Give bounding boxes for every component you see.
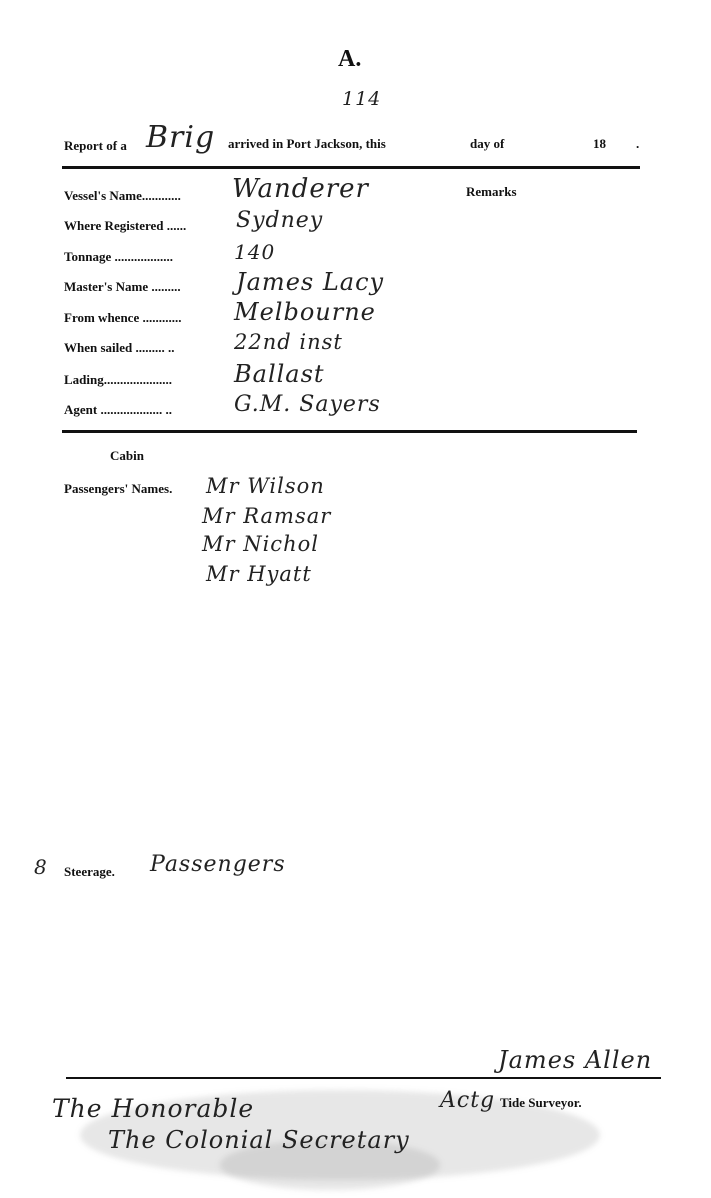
acting-mark: Actg — [440, 1088, 496, 1113]
remarks-label: Remarks — [466, 184, 517, 199]
vessel-type: Brig — [146, 120, 216, 155]
passengers-names-label: Passengers' Names. — [64, 481, 173, 496]
field-label-where-registered: Where Registered ...... — [64, 218, 187, 233]
field-label-tonnage: Tonnage .................. — [64, 249, 173, 264]
signature: James Allen — [498, 1046, 653, 1074]
steerage-value: Passengers — [150, 852, 286, 877]
report-middle: arrived in Port Jackson, this — [228, 136, 386, 151]
field-label-agent: Agent ................... .. — [64, 402, 172, 417]
cabin-passenger: Mr Wilson — [206, 474, 325, 498]
report-prefix: Report of a — [64, 138, 127, 153]
steerage-label: Steerage. — [64, 864, 115, 879]
fields-rule — [62, 430, 637, 433]
form-letter: A. — [338, 46, 362, 72]
cabin-passenger: Mr Hyatt — [206, 562, 312, 586]
field-value-vessel-name: Wanderer — [232, 174, 369, 204]
folio-number: 114 — [342, 88, 382, 110]
steerage-count: 8 — [34, 855, 48, 879]
addressee-line-2: The Colonial Secretary — [108, 1126, 410, 1154]
field-value-when-sailed: 22nd inst — [234, 330, 343, 354]
field-value-tonnage: 140 — [234, 240, 276, 264]
year-prefix: 18 — [593, 136, 606, 151]
field-value-masters-name: James Lacy — [236, 268, 385, 296]
day-label: day of — [470, 136, 505, 151]
field-label-from-whence: From whence ............ — [64, 310, 182, 325]
field-label-when-sailed: When sailed ......... .. — [64, 340, 175, 355]
field-label-lading: Lading..................... — [64, 372, 172, 387]
field-label-masters-name: Master's Name ......... — [64, 279, 181, 294]
cabin-passenger: Mr Nichol — [202, 532, 319, 556]
tide-surveyor-title: Tide Surveyor. — [500, 1095, 582, 1110]
cabin-passenger: Mr Ramsar — [202, 504, 332, 528]
field-label-vessel-name: Vessel's Name............ — [64, 188, 181, 203]
field-value-lading: Ballast — [234, 360, 325, 388]
header-rule — [62, 166, 640, 169]
field-value-from-whence: Melbourne — [234, 298, 376, 326]
signature-rule — [66, 1077, 661, 1079]
trailing-period: . — [636, 136, 640, 151]
field-value-agent: G.M. Sayers — [234, 392, 381, 417]
addressee-line-1: The Honorable — [52, 1094, 255, 1123]
cabin-heading: Cabin — [110, 448, 144, 463]
field-value-where-registered: Sydney — [236, 208, 324, 233]
